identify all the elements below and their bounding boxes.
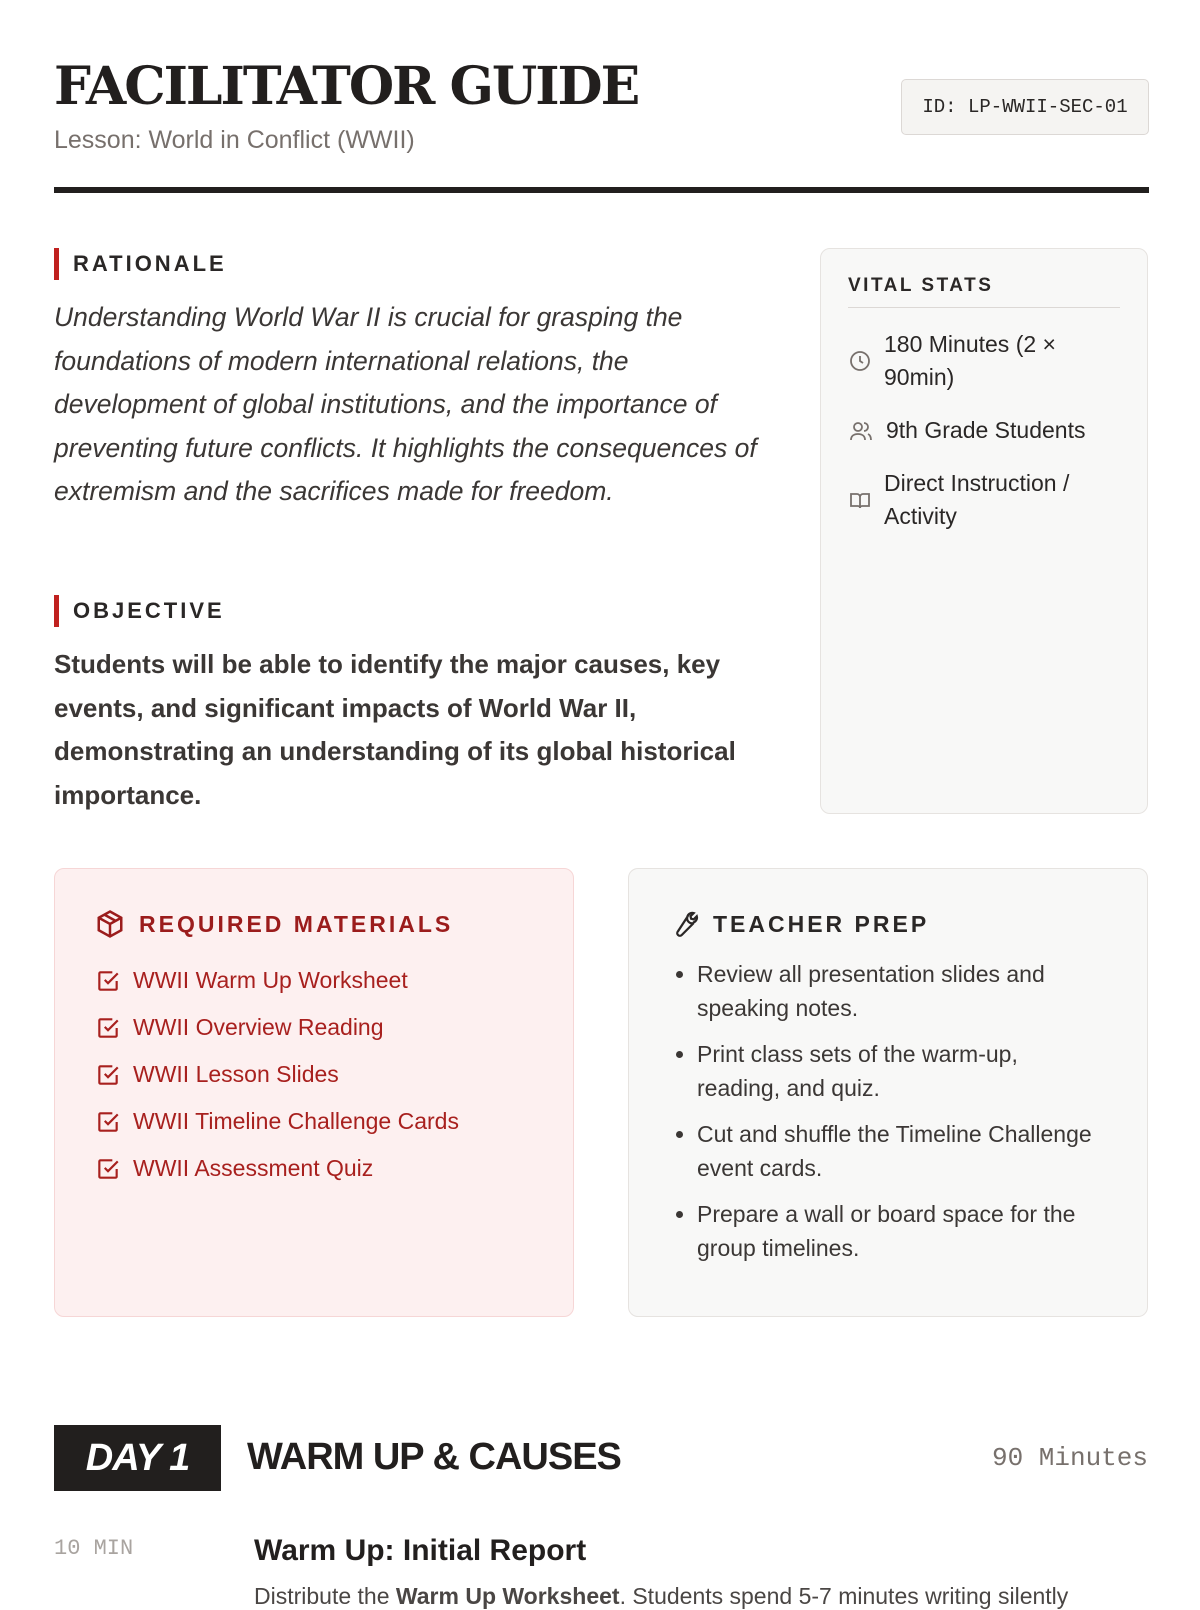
vital-stats-panel xyxy=(820,248,1148,814)
accent-bar xyxy=(54,248,59,280)
desc-text: Distribute the xyxy=(254,1583,396,1609)
objective-heading xyxy=(54,595,225,627)
book-icon xyxy=(848,488,872,512)
day-title: WARM UP & CAUSES xyxy=(247,1436,621,1478)
checkbox-checked-icon xyxy=(95,1015,121,1041)
rationale-text: Understanding World War II is crucial for grasping the foundations of modern international relations, the development of global institutions, and the importance of preventing future conflicts. It highlights the consequences of extremism and the sacrifices made for freedom. xyxy=(54,302,757,506)
activity-time: 10 MIN xyxy=(54,1536,134,1561)
checkbox-checked-icon xyxy=(95,968,121,994)
stat-duration xyxy=(848,328,1120,394)
prep-heading xyxy=(669,909,1107,939)
day-duration: 90 Minutes xyxy=(991,1443,1148,1473)
stat-audience-text: 9th Grade Students xyxy=(886,417,1086,443)
prep-heading-label: TEACHER PREP xyxy=(713,910,930,937)
checkbox-checked-icon xyxy=(95,1062,121,1088)
materials-heading-label: REQUIRED MATERIALS xyxy=(139,910,454,937)
rationale-heading xyxy=(54,248,227,280)
material-item xyxy=(95,1051,533,1098)
material-label: WWII Overview Reading xyxy=(133,1014,384,1040)
accent-bar xyxy=(54,595,59,627)
stat-format-text: Direct Instruction / Activity xyxy=(884,470,1070,529)
checkbox-checked-icon xyxy=(95,1109,121,1135)
material-item xyxy=(95,1145,533,1192)
material-label: WWII Lesson Slides xyxy=(133,1061,339,1087)
teacher-prep-card xyxy=(628,868,1148,1317)
day-badge: DAY 1 xyxy=(54,1425,221,1491)
desc-bold: Warm Up Worksheet xyxy=(395,1583,620,1609)
activity-title: Warm Up: Initial Report xyxy=(254,1534,587,1567)
material-label: WWII Timeline Challenge Cards xyxy=(133,1108,459,1134)
stat-duration-text: 180 Minutes (2 × 90min) xyxy=(884,331,1056,390)
stat-audience xyxy=(848,414,1120,447)
stat-format xyxy=(848,467,1120,533)
objective-heading-label: OBJECTIVE xyxy=(73,598,225,623)
users-icon xyxy=(848,419,874,443)
header-divider xyxy=(54,187,1149,193)
checkbox-checked-icon xyxy=(95,1156,121,1182)
material-item xyxy=(95,957,533,1004)
activity-description xyxy=(254,1583,1068,1610)
wrench-icon xyxy=(669,909,699,939)
material-item xyxy=(95,1098,533,1145)
material-label: WWII Warm Up Worksheet xyxy=(133,967,408,993)
rationale-heading-label: RATIONALE xyxy=(73,251,227,276)
lesson-subtitle: Lesson: World in Conflict (WWII) xyxy=(54,126,415,154)
material-item xyxy=(95,1004,533,1051)
clock-icon xyxy=(848,349,872,373)
required-materials-card xyxy=(54,868,574,1317)
prep-item: • Print class sets of the warm-up, reading, and quiz. xyxy=(697,1037,1107,1105)
materials-list xyxy=(95,957,533,1192)
package-icon xyxy=(95,909,125,939)
desc-text: . Students spend 5-7 minutes writing silently xyxy=(619,1583,1069,1609)
prep-list xyxy=(669,957,1107,1265)
prep-item: • Review all presentation slides and speaking notes. xyxy=(697,957,1107,1025)
vital-stats-heading: VITAL STATS xyxy=(848,275,1120,308)
lesson-id-badge: ID: LP-WWII-SEC-01 xyxy=(901,79,1149,135)
page-title: FACILITATOR GUIDE xyxy=(54,56,639,117)
material-label: WWII Assessment Quiz xyxy=(133,1155,374,1181)
prep-item: • Cut and shuffle the Timeline Challenge event cards. xyxy=(697,1117,1107,1185)
materials-heading xyxy=(95,909,533,939)
prep-item: • Prepare a wall or board space for the group timelines. xyxy=(697,1197,1107,1265)
objective-text: Students will be able to identify the major causes, key events, and significant impacts of World War II, demonstrating an understanding of its global historical importance. xyxy=(54,649,736,810)
